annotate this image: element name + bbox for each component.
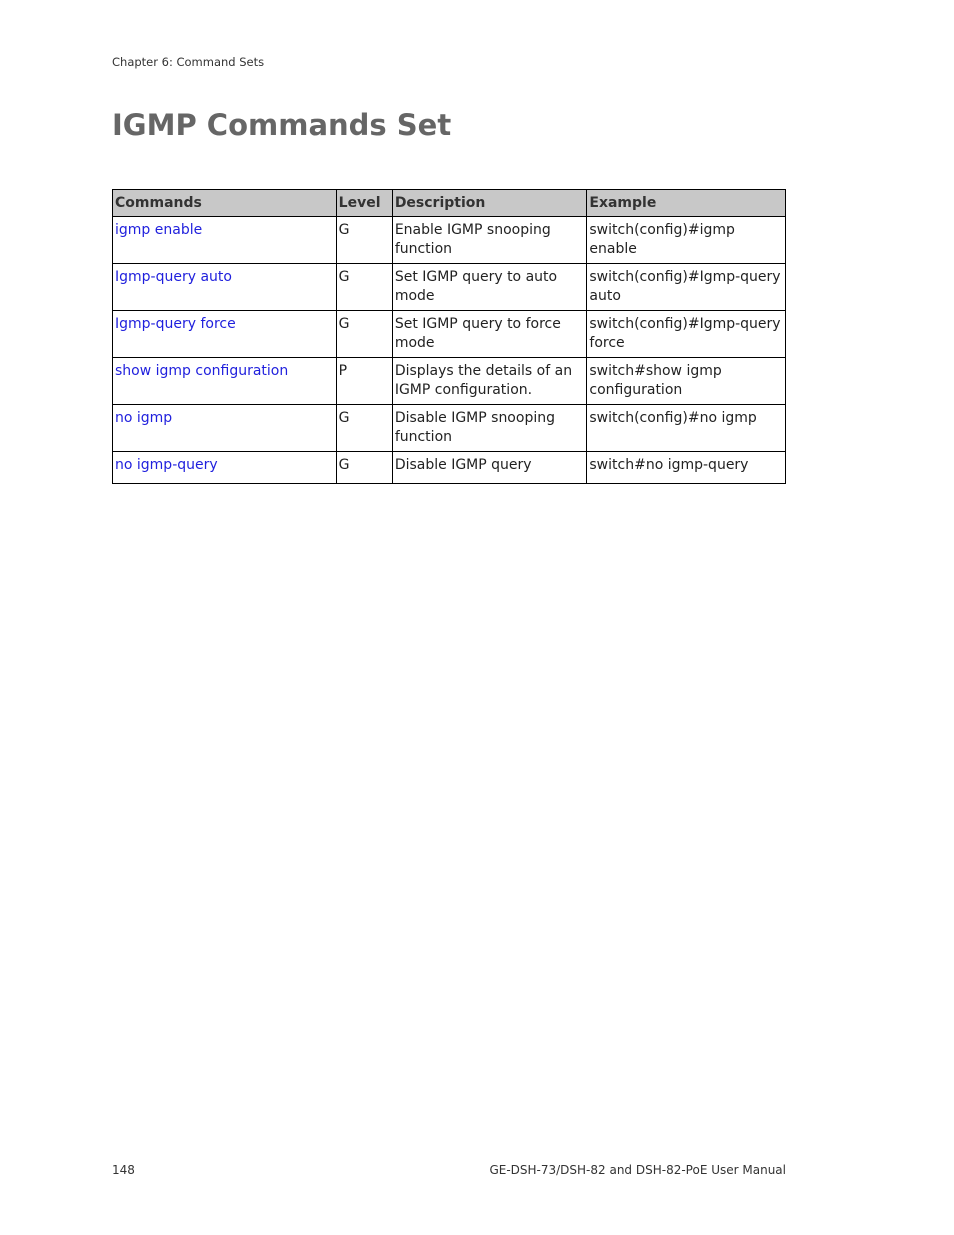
table-row [113, 264, 786, 311]
table-header-row [113, 190, 786, 217]
column-header-commands: Commands [113, 190, 337, 217]
table-row [113, 311, 786, 358]
command-cell [113, 217, 337, 264]
description-cell: Disable IGMP snooping function [392, 405, 587, 452]
table-row [113, 452, 786, 484]
command-cell [113, 358, 337, 405]
running-header: Chapter 6: Command Sets [112, 55, 265, 69]
example-cell: switch(config)#Igmp-query force [587, 311, 786, 358]
column-header-example: Example [587, 190, 786, 217]
description-cell: Enable IGMP snooping function [392, 217, 587, 264]
column-header-level: Level [336, 190, 392, 217]
example-cell: switch(config)#igmp enable [587, 217, 786, 264]
example-cell: switch(config)#no igmp [587, 405, 786, 452]
page-title: IGMP Commands Set [112, 108, 452, 142]
description-cell: Set IGMP query to force mode [392, 311, 587, 358]
level-cell: G [336, 405, 392, 452]
table-row [113, 217, 786, 264]
command-cell [113, 405, 337, 452]
level-cell: P [336, 358, 392, 405]
command-link[interactable]: show igmp configuration [115, 363, 289, 379]
example-cell: switch#no igmp-query [587, 452, 786, 484]
table-row [113, 358, 786, 405]
command-cell [113, 311, 337, 358]
command-link[interactable]: igmp enable [115, 222, 203, 238]
description-cell: Disable IGMP query [392, 452, 587, 484]
command-cell [113, 264, 337, 311]
example-cell: switch(config)#Igmp-query auto [587, 264, 786, 311]
command-cell [113, 452, 337, 484]
level-cell: G [336, 217, 392, 264]
command-link[interactable]: Igmp-query auto [115, 269, 232, 285]
example-cell: switch#show igmp configuration [587, 358, 786, 405]
command-link[interactable]: no igmp-query [115, 457, 218, 473]
command-link[interactable]: no igmp [115, 410, 173, 426]
command-link[interactable]: Igmp-query force [115, 316, 236, 332]
level-cell: G [336, 452, 392, 484]
manual-title: GE-DSH-73/DSH-82 and DSH-82-PoE User Manual [489, 1163, 786, 1177]
level-cell: G [336, 264, 392, 311]
description-cell: Set IGMP query to auto mode [392, 264, 587, 311]
level-cell: G [336, 311, 392, 358]
page-number: 148 [112, 1163, 135, 1177]
description-cell: Displays the details of an IGMP configuration. [392, 358, 587, 405]
table-row [113, 405, 786, 452]
column-header-description: Description [392, 190, 587, 217]
igmp-commands-table [112, 189, 786, 484]
